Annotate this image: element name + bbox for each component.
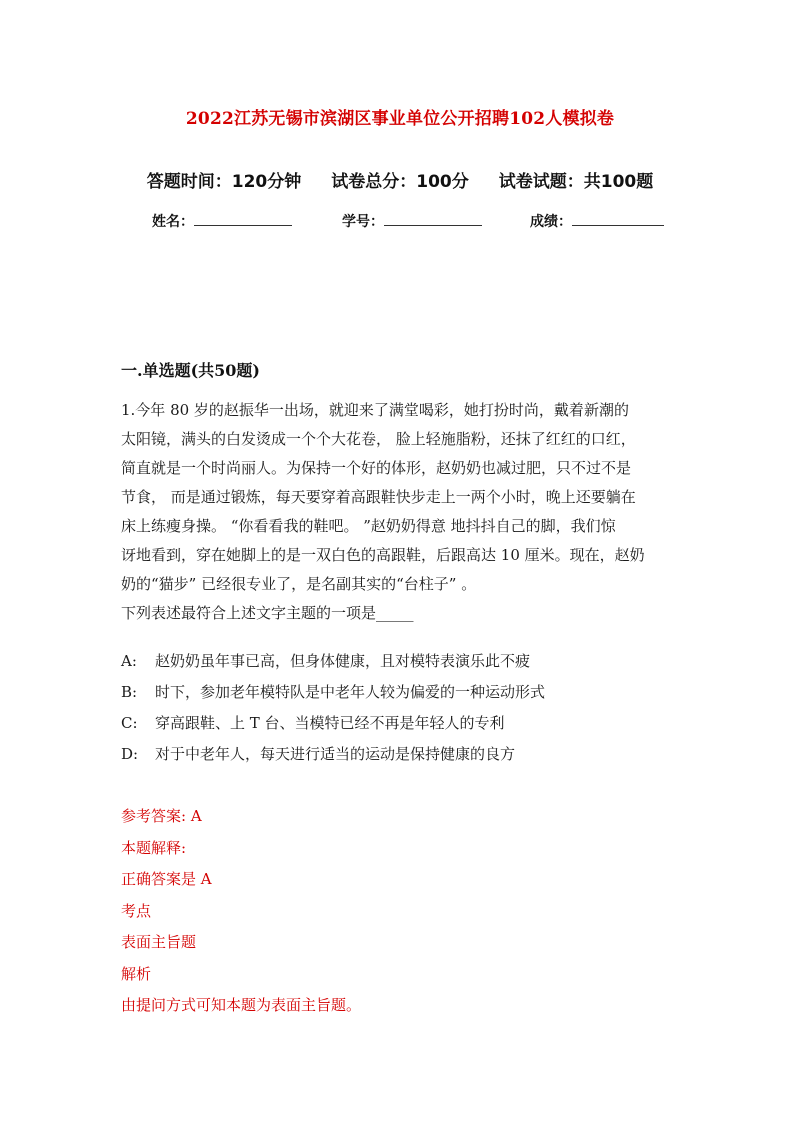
option-c[interactable] <box>121 708 681 739</box>
option-text: 时下，参加老年模特队是中老年人较为偏爱的一种运动形式 <box>155 683 546 701</box>
option-b[interactable] <box>121 677 681 708</box>
question-stem-line: 简直就是一个时尚丽人。为保持一个好的体形，赵奶奶也减过肥，只不过不是 <box>121 459 632 477</box>
key-point-label: 考点 <box>121 901 152 920</box>
student-id-field <box>342 211 482 231</box>
question-stem-line: 1.今年 80 岁的赵振华一出场，就迎来了满堂喝彩，她打扮时尚，戴着新潮的 <box>121 401 629 419</box>
student-id-blank <box>384 211 482 226</box>
exam-total-score: 试卷总分：100分 <box>331 172 469 192</box>
question-1 <box>121 396 681 628</box>
option-a[interactable] <box>121 646 681 677</box>
score-field <box>530 211 664 231</box>
exam-title: 2022江苏无锡市滨湖区事业单位公开招聘102人模拟卷 <box>185 109 615 129</box>
option-key: D: <box>121 745 139 763</box>
option-text: 穿高跟鞋、上 T 台、当模特已经不再是年轻人的专利 <box>155 714 505 732</box>
name-blank <box>194 211 292 226</box>
exam-question-count: 试卷试题：共100题 <box>498 172 654 192</box>
question-stem-line: 节食， 而是通过锻炼，每天要穿着高跟鞋快步走上一两个小时，晚上还要躺在 <box>121 488 636 506</box>
answer-explanation <box>121 801 681 1022</box>
score-label: 成绩： <box>530 214 572 230</box>
exam-meta <box>0 167 800 192</box>
option-key: A: <box>121 652 137 670</box>
name-field <box>152 211 292 231</box>
section-title: 一.单选题(共50题) <box>121 361 260 380</box>
exam-time: 答题时间：120分钟 <box>146 172 302 192</box>
correct-answer: 正确答案是 A <box>121 870 212 888</box>
option-key: C: <box>121 714 138 732</box>
option-text: 对于中老年人，每天进行适当的运动是保持健康的良方 <box>155 745 516 763</box>
reference-answer: 参考答案: A <box>121 807 202 825</box>
explanation-label: 本题解释: <box>121 838 187 857</box>
score-blank <box>572 211 664 226</box>
question-prompt: 下列表述最符合上述文字主题的一项是_____ <box>121 604 414 622</box>
name-label: 姓名： <box>152 214 194 230</box>
option-text: 赵奶奶虽年事已高，但身体健康，且对模特表演乐此不疲 <box>155 652 531 670</box>
option-d[interactable] <box>121 739 681 770</box>
option-key: B: <box>121 683 138 701</box>
question-stem-line: 床上练瘦身操。 “你看看我的鞋吧。 ”赵奶奶得意 地抖抖自己的脚，我们惊 <box>121 517 616 535</box>
question-stem-line: 太阳镜，满头的白发烫成一个个大花卷， 脸上轻施脂粉，还抹了红红的口红， <box>121 430 636 448</box>
student-id-label: 学号： <box>342 214 384 230</box>
analysis-text: 由提问方式可知本题为表面主旨题。 <box>121 996 362 1014</box>
question-stem-line: 奶的“猫步” 已经很专业了，是名副其实的“台柱子” 。 <box>121 575 477 593</box>
option-list <box>121 646 681 770</box>
question-stem-line: 讶地看到，穿在她脚上的是一双白色的高跟鞋，后跟高达 10 厘米。现在，赵奶 <box>121 546 645 564</box>
analysis-label: 解析 <box>121 964 152 983</box>
key-point: 表面主旨题 <box>121 933 197 951</box>
